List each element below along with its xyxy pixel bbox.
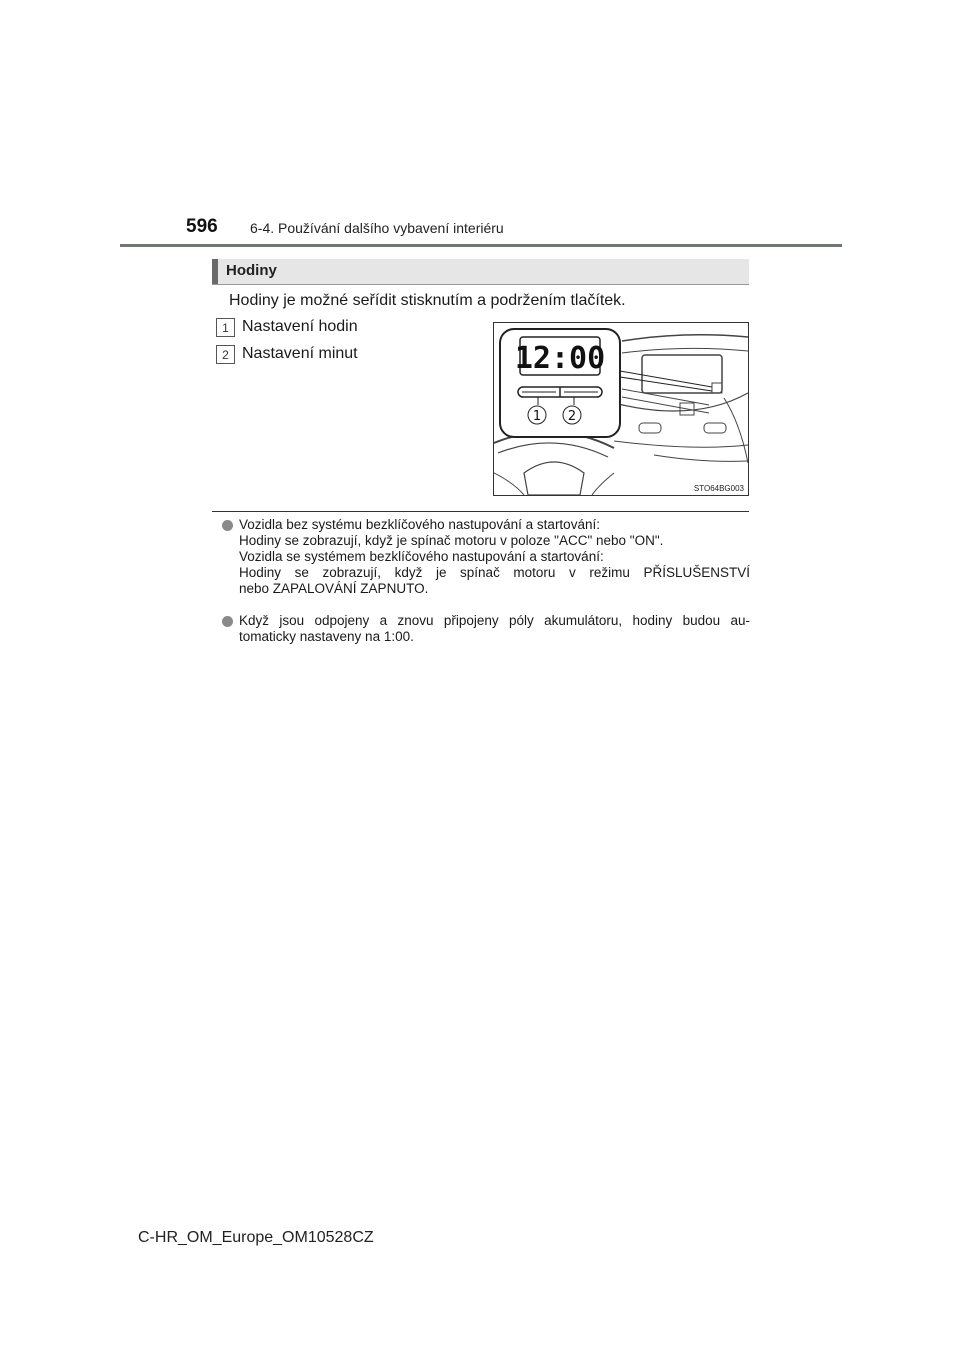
notes-rule bbox=[212, 511, 749, 512]
callout-2: 2 bbox=[567, 409, 577, 424]
note-line: Hodiny se zobrazují, když je spínač motoru v poloze "ACC" nebo "ON". bbox=[239, 533, 664, 548]
callout-number: 1 bbox=[216, 318, 235, 337]
bullet-icon bbox=[222, 520, 233, 531]
section-title: Hodiny bbox=[226, 262, 277, 279]
note-line: Vozidla bez systému bezklíčového nastupování a startování: bbox=[239, 517, 600, 532]
section-accent bbox=[212, 259, 218, 284]
chapter-title: 6-4. Používání dalšího vybavení interiéru bbox=[250, 220, 504, 236]
note-keyless-display bbox=[222, 517, 750, 597]
bullet-icon bbox=[222, 616, 233, 627]
footer-document-code: C-HR_OM_Europe_OM10528CZ bbox=[138, 1229, 374, 1246]
intro-text: Hodiny je možné seřídit stisknutím a podržením tlačítek. bbox=[229, 292, 626, 309]
page-number: 596 bbox=[186, 216, 218, 237]
note-battery-reconnect bbox=[222, 613, 750, 645]
item-label: Nastavení hodin bbox=[242, 318, 358, 335]
note-line: nebo ZAPALOVÁNÍ ZAPNUTO. bbox=[239, 581, 429, 596]
section-header bbox=[212, 259, 749, 285]
dashboard-drawing bbox=[494, 323, 748, 495]
header-rule bbox=[120, 244, 842, 247]
callout-1: 1 bbox=[532, 409, 542, 424]
note-line: Když jsou odpojeny a znovu připojeny póly akumulátoru, hodiny budou au- bbox=[239, 613, 750, 628]
item-label: Nastavení minut bbox=[242, 345, 358, 362]
note-line: Vozidla se systémem bezklíčového nastupování a startování: bbox=[239, 549, 604, 564]
note-line: Hodiny se zobrazují, když je spínač motoru v režimu PŘÍSLUŠENSTVÍ bbox=[239, 565, 750, 580]
callout-number: 2 bbox=[216, 345, 235, 364]
note-line: tomaticky nastaveny na 1:00. bbox=[239, 629, 414, 644]
clock-illustration bbox=[493, 322, 749, 496]
figure-code: STO64BG003 bbox=[693, 484, 744, 493]
clock-display: 12:00 bbox=[514, 341, 606, 376]
